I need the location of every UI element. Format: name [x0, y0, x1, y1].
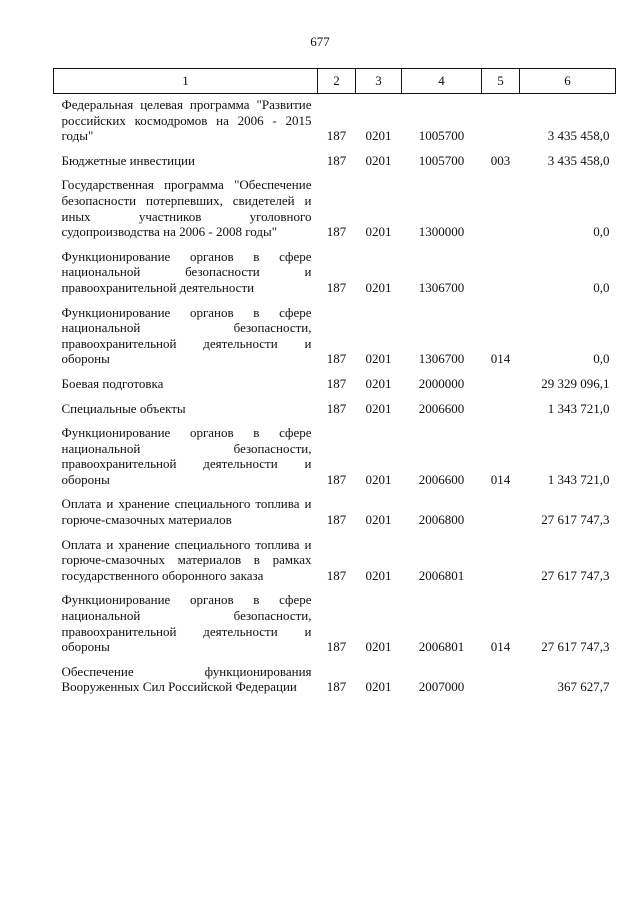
row-code-2: 187: [326, 512, 347, 528]
row-code-3: 0201: [365, 512, 392, 528]
row-code-4: 1005700: [418, 128, 465, 144]
header-row: [54, 69, 616, 94]
header-col-1: 1: [54, 69, 318, 94]
row-description: Функционирование органов в сфере национальной безопасности, правоохранительной деятельности и обороны: [61, 592, 312, 655]
row-code-2: 187: [326, 152, 347, 168]
row-code-2: 187: [326, 471, 347, 487]
row-amount: 3 435 458,0: [547, 128, 610, 144]
row-code-3: 0201: [365, 224, 392, 240]
row-amount: 3 435 458,0: [547, 152, 610, 168]
row-description: Бюджетные инвестиции: [61, 152, 195, 168]
row-code-3: 0201: [365, 471, 392, 487]
row-description: Боевая подготовка: [61, 375, 164, 391]
table-row: [54, 302, 616, 373]
row-code-5: [482, 174, 520, 245]
row-description: Специальные объекты: [61, 400, 186, 416]
row-code-5: [482, 493, 520, 533]
row-code-4: 1306700: [418, 351, 465, 367]
table-row: [54, 534, 616, 590]
row-code-3: 0201: [365, 128, 392, 144]
row-code-3: 0201: [365, 400, 392, 416]
header-col-5: 5: [482, 69, 520, 94]
table-row: [54, 589, 616, 660]
table-row: [54, 373, 616, 398]
row-code-4: 1005700: [418, 152, 465, 168]
row-code-2: 187: [326, 128, 347, 144]
row-code-5: [482, 398, 520, 423]
row-code-3: 0201: [365, 375, 392, 391]
row-code-5: [482, 94, 520, 150]
table-row: [54, 246, 616, 302]
page-number: 677: [310, 34, 330, 49]
row-code-5: [482, 373, 520, 398]
row-description: Оплата и хранение специального топлива и горюче-смазочных материалов в рамках государственного оборонного заказа: [61, 536, 312, 583]
row-description: Функционирование органов в сфере национальной безопасности, правоохранительной деятельности и обороны: [61, 425, 312, 487]
row-amount: 27 617 747,3: [541, 567, 610, 583]
row-code-4: 2006800: [418, 512, 465, 528]
header-col-6: 6: [520, 69, 616, 94]
row-code-4: 2000000: [418, 375, 465, 391]
table-row: [54, 398, 616, 423]
row-amount: 27 617 747,3: [541, 639, 610, 655]
row-code-5: 014: [490, 639, 511, 655]
row-code-2: 187: [326, 639, 347, 655]
row-code-2: 187: [326, 400, 347, 416]
row-code-3: 0201: [365, 679, 392, 695]
row-code-5: 003: [490, 152, 511, 168]
row-amount: 27 617 747,3: [541, 512, 610, 528]
row-code-2: 187: [326, 567, 347, 583]
row-description: Оплата и хранение специального топлива и горюче-смазочных материалов: [61, 496, 312, 528]
row-code-2: 187: [326, 679, 347, 695]
table-body: [54, 94, 616, 702]
row-code-4: 2006600: [418, 471, 465, 487]
row-code-4: 2006801: [418, 639, 465, 655]
header-col-3: 3: [356, 69, 402, 94]
row-code-2: 187: [326, 279, 347, 295]
row-code-5: [482, 661, 520, 701]
table-row: [54, 661, 616, 701]
row-description: Обеспечение функционирования Вооруженных Сил Российской Федерации: [61, 663, 312, 695]
row-code-5: 014: [490, 471, 511, 487]
row-code-3: 0201: [365, 639, 392, 655]
row-code-3: 0201: [365, 152, 392, 168]
header-col-4: 4: [402, 69, 482, 94]
table-row: [54, 174, 616, 245]
row-description: Функционирование органов в сфере национальной безопасности, правоохранительной деятельности и обороны: [61, 304, 312, 367]
row-code-2: 187: [326, 375, 347, 391]
row-code-4: 1300000: [418, 224, 465, 240]
row-code-2: 187: [326, 224, 347, 240]
table-header: [54, 69, 616, 94]
row-amount: 1 343 721,0: [547, 400, 610, 416]
row-description: Государственная программа "Обеспечение безопасности потерпевших, свидетелей и иных участников уголовного судопроизводства на 2006 - 2008 годы": [61, 177, 312, 240]
row-code-2: 187: [326, 351, 347, 367]
row-description: Функционирование органов в сфере национальной безопасности и правоохранительной деятельности: [61, 248, 312, 295]
budget-table: [53, 68, 616, 701]
table-row: [54, 94, 616, 150]
table-row: [54, 422, 616, 493]
header-col-2: 2: [318, 69, 356, 94]
row-amount: 0,0: [593, 351, 610, 367]
row-description: Федеральная целевая программа "Развитие российских космодромов на 2006 - 2015 годы": [61, 97, 312, 144]
row-code-5: [482, 534, 520, 590]
row-amount: 367 627,7: [557, 679, 610, 695]
row-amount: 0,0: [593, 279, 610, 295]
table-row: [54, 150, 616, 175]
row-amount: 0,0: [593, 224, 610, 240]
row-amount: 29 329 096,1: [541, 375, 610, 391]
row-code-4: 1306700: [418, 279, 465, 295]
row-code-4: 2007000: [418, 679, 465, 695]
row-amount: 1 343 721,0: [547, 471, 610, 487]
row-code-3: 0201: [365, 567, 392, 583]
row-code-3: 0201: [365, 279, 392, 295]
table-row: [54, 493, 616, 533]
row-code-3: 0201: [365, 351, 392, 367]
row-code-5: [482, 246, 520, 302]
row-code-5: 014: [490, 351, 511, 367]
row-code-4: 2006600: [418, 400, 465, 416]
row-code-4: 2006801: [418, 567, 465, 583]
